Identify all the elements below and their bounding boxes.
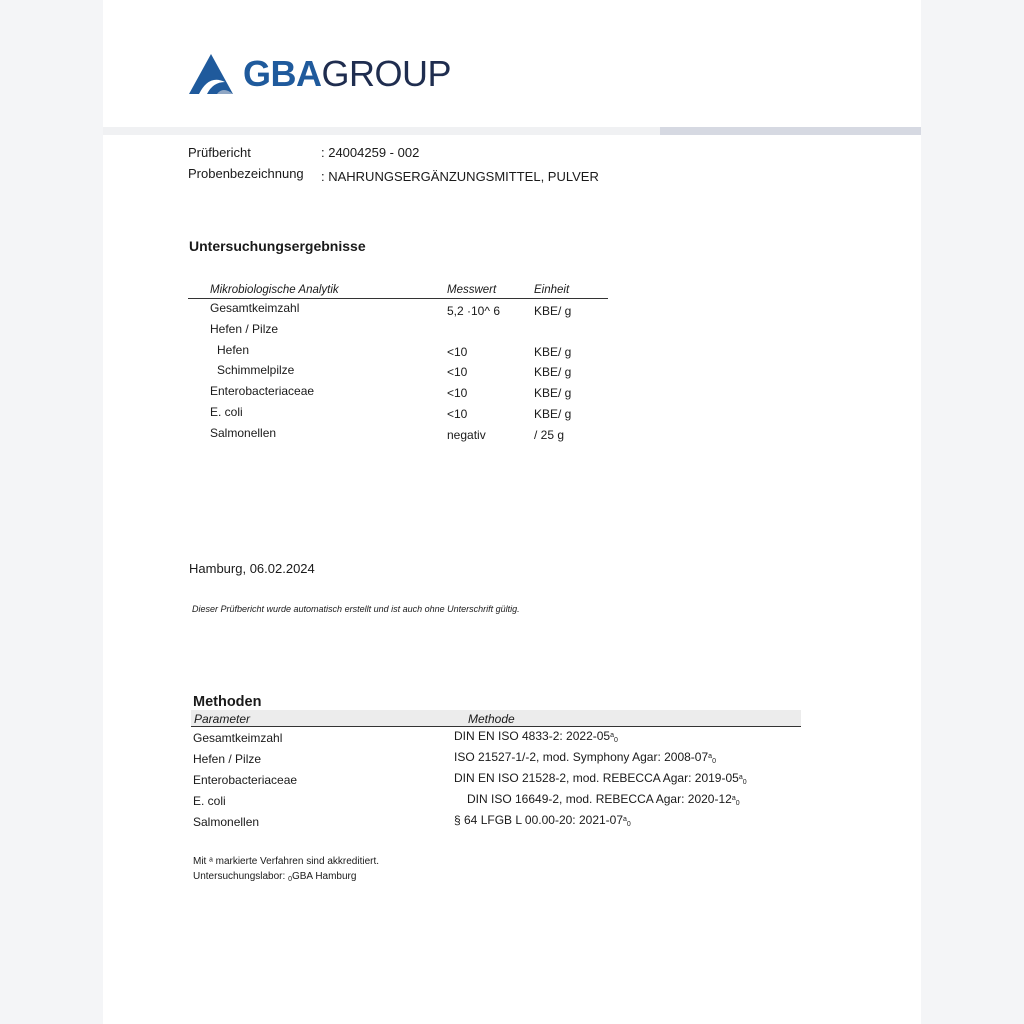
result-row-unit: KBE/ g: [534, 365, 572, 379]
header-band-accent: [660, 127, 921, 135]
results-header-rule: [188, 298, 608, 299]
logo-light-text: GROUP: [321, 53, 452, 94]
auto-generated-note: Dieser Prüfbericht wurde automatisch erstellt und ist auch ohne Unterschrift gültig.: [192, 604, 520, 614]
method-row-parameter: Salmonellen: [193, 815, 260, 829]
method-row-parameter: E. coli: [193, 794, 226, 808]
result-row-value: 5,2 ·10^ 6: [447, 304, 500, 318]
lab-value: GBA Hamburg: [291, 871, 357, 882]
gba-group-logo: [189, 52, 451, 96]
place-date: Hamburg, 06.02.2024: [189, 561, 315, 576]
results-title: Untersuchungsergebnisse: [189, 238, 366, 254]
result-row-unit: / 25 g: [534, 428, 565, 442]
method-row-parameter: Gesamtkeimzahl: [193, 731, 283, 745]
logo-bold-text: GBA: [243, 53, 322, 94]
col-analytik-header: Mikrobiologische Analytik: [210, 284, 339, 296]
report-page: [103, 0, 921, 1024]
probe-label: Probenbezeichnung: [188, 166, 304, 181]
result-row-value: <10: [447, 386, 468, 400]
result-row-name: Gesamtkeimzahl: [210, 301, 300, 315]
method-row-parameter: Hefen / Pilze: [193, 752, 262, 766]
pruefbericht-value: : 24004259 - 002: [321, 145, 420, 160]
methods-title: Methoden: [193, 694, 262, 710]
method-row-methode: DIN EN ISO 4833-2: $2022-05^a_0$: [454, 729, 618, 744]
result-row-unit: KBE/ g: [534, 386, 572, 400]
method-row-methode: DIN ISO 16649-2, mod. REBECCA Agar: $2020-12^a_0$: [467, 792, 740, 807]
result-row-unit: KBE/ g: [534, 407, 572, 421]
result-row-name: Hefen / Pilze: [210, 322, 279, 336]
method-row-methode: DIN EN ISO 21528-2, mod. REBECCA Agar: $2019-05^a_0$: [454, 771, 747, 786]
lab-label: Untersuchungslabor:: [193, 871, 286, 882]
result-row-name: Hefen: [217, 343, 250, 357]
result-row-name: Enterobacteriaceae: [210, 384, 315, 398]
pruefbericht-label: Prüfbericht: [188, 145, 251, 160]
result-row-name: Salmonellen: [210, 426, 277, 440]
col-methode-header: Methode: [468, 712, 515, 726]
result-row-unit: KBE/ g: [534, 304, 572, 318]
result-row-name: E. coli: [210, 405, 243, 419]
col-parameter-header: Parameter: [194, 712, 251, 726]
result-row-value: <10: [447, 365, 468, 379]
method-row-parameter: Enterobacteriaceae: [193, 773, 298, 787]
result-row-value: <10: [447, 407, 468, 421]
lab-line: Untersuchungslabor: $_0$GBA Hamburg: [193, 871, 357, 883]
result-row-value: negativ: [447, 428, 486, 442]
result-row-name: Schimmelpilze: [217, 363, 295, 377]
method-row-methode: § 64 LFGB L 00.00-20: $2021-07^a_0$: [454, 813, 631, 828]
methods-header-rule: [191, 726, 801, 727]
logo-wordmark: [243, 53, 452, 94]
accredited-note: Mit ᵃ markierte Verfahren sind akkreditiert.: [193, 856, 380, 867]
method-row-methode: ISO 21527-1/-2, mod. Symphony Agar: $2008-07^a_0$: [454, 750, 716, 765]
col-messwert-header: Messwert: [447, 284, 497, 296]
triangle-logo-icon: [189, 52, 237, 96]
result-row-value: <10: [447, 345, 468, 359]
result-row-unit: KBE/ g: [534, 345, 572, 359]
probe-value: : NAHRUNGSERGÄNZUNGSMITTEL, PULVER: [321, 169, 599, 184]
col-einheit-header: Einheit: [534, 284, 570, 296]
